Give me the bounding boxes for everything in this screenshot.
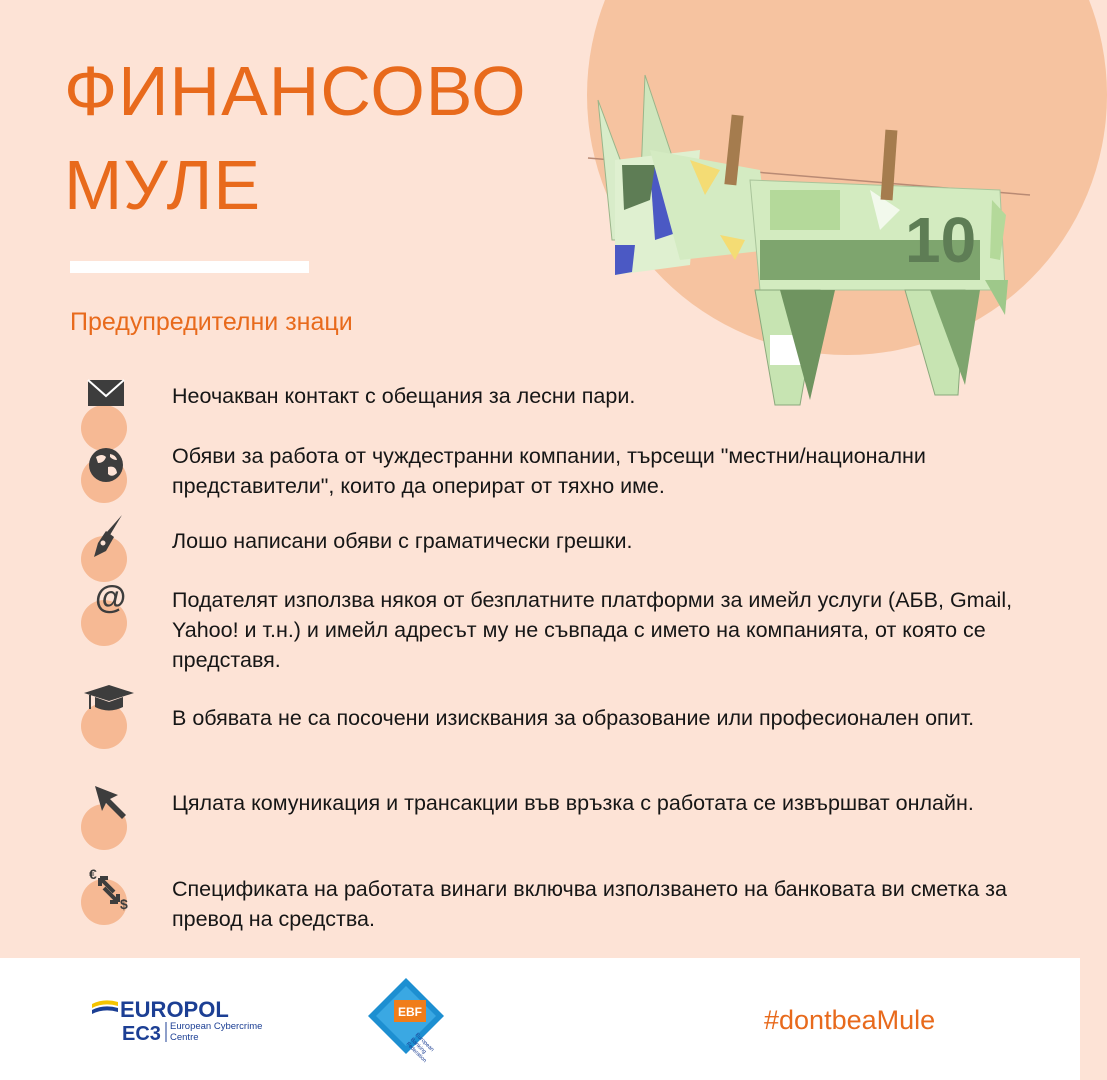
item-text: Неочакван контакт с обещания за лесни пари. [172, 384, 636, 408]
item-text: В обявата не са посочени изисквания за образование или професионален опит. [172, 706, 975, 730]
ebf-name: European Banking Federation [404, 1032, 435, 1065]
cursor-arrow-icon [92, 783, 130, 821]
ec3-wordmark: EC3 [122, 1023, 161, 1045]
origami-mule-illustration [585, 70, 1025, 415]
svg-text:10: 10 [905, 204, 977, 276]
item-text: Подателят използва някоя от безплатните платформи за имейл услуги (АБВ, Gmail, Yahoo! и т.н.) и имейл адресът му не съвпада с името на компанията, от която се представя. [172, 588, 1013, 672]
at-sign-icon: @ [95, 579, 127, 615]
pen-nib-icon [86, 513, 126, 561]
europol-ec3-logo [92, 998, 287, 1044]
footer [0, 958, 1080, 1080]
ebf-logo [366, 976, 466, 1076]
ebf-abbreviation: EBF [398, 1005, 422, 1019]
title-underline [70, 261, 309, 273]
graduation-cap-icon [82, 683, 136, 717]
envelope-icon [86, 376, 126, 410]
item-text: Спецификата на работата винаги включва използването на банковата ви сметка за превод на средства. [172, 877, 1007, 931]
dollar-symbol: $ [120, 896, 128, 912]
euro-symbol: € [89, 866, 97, 882]
ec3-caption: European Cybercrime Centre [170, 1021, 263, 1043]
item-text: Цялата комуникация и трансакции във връзка с работата се извършват онлайн. [172, 791, 974, 815]
europol-wordmark: EUROPOL [120, 997, 229, 1022]
page-title [64, 44, 527, 232]
item-text: Лошо написани обяви с граматически грешки. [172, 529, 633, 553]
title-line-2: МУЛЕ [64, 146, 262, 224]
title-line-1: ФИНАНСОВО [64, 52, 527, 130]
item-text: Обяви за работа от чуждестранни компании, търсещи "местни/национални представители", които да оперират от тяхно име. [172, 444, 926, 498]
section-heading: Предупредителни знаци [70, 308, 353, 336]
campaign-hashtag: #dontbeaMule [764, 1005, 936, 1035]
globe-icon [86, 445, 126, 485]
